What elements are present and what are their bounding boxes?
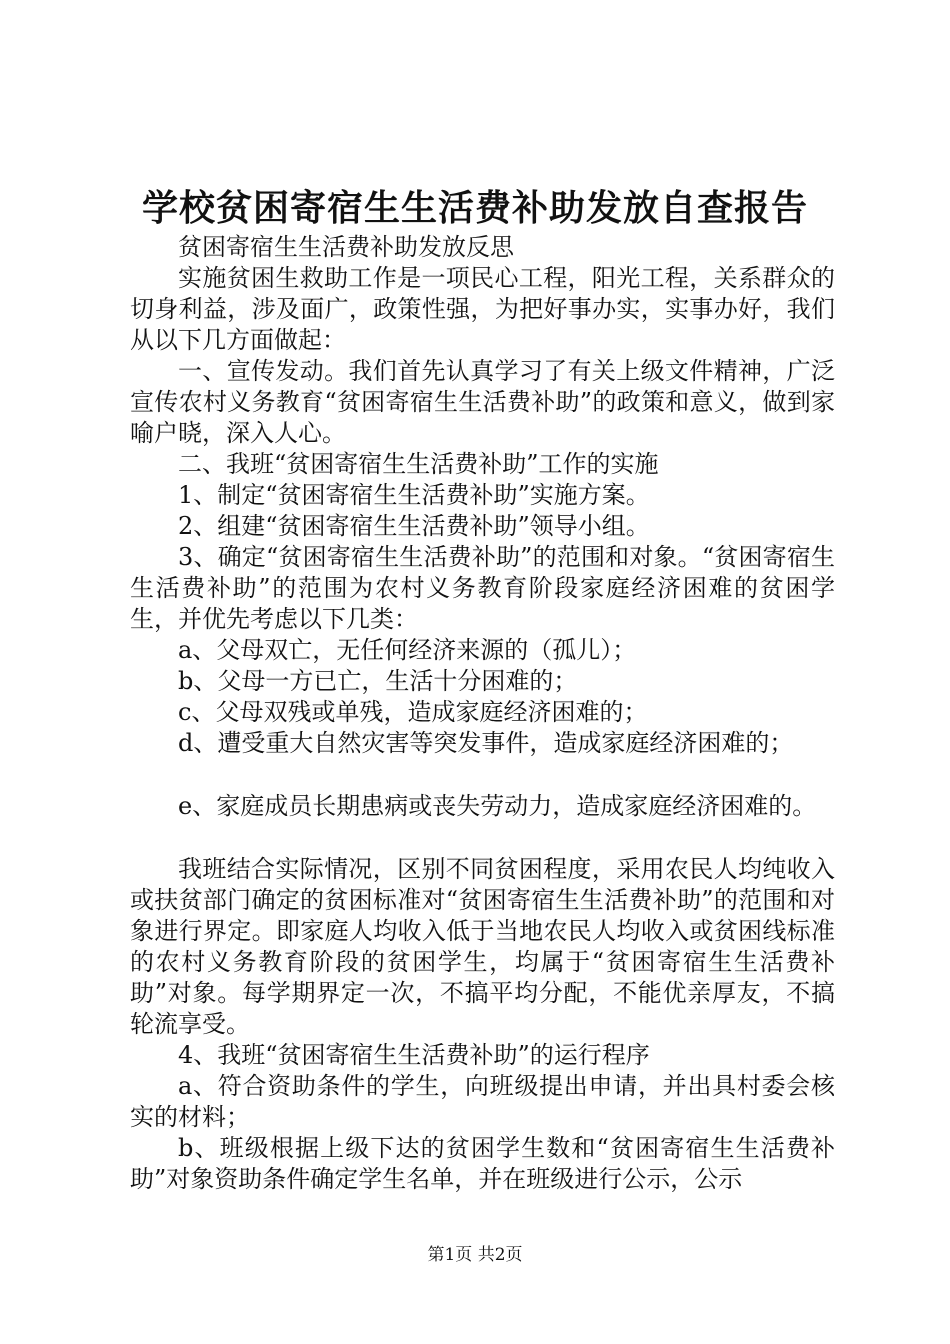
paragraph: a、符合资助条件的学生，向班级提出申请，并出具村委会核实的材料； [130, 1072, 835, 1131]
paragraph: b、班级根据上级下达的贫困学生数和“贫困寄宿生生活费补助”对象资助条件确定学生名单，并在班级进行公示，公示 [130, 1134, 835, 1193]
list-item: e、家庭成员长期患病或丧失劳动力，造成家庭经济困难的。 [178, 792, 817, 820]
paragraph: 3、确定“贫困寄宿生生活费补助”的范围和对象。“贫困寄宿生生活费补助”的范围为农村义务教育阶段家庭经济困难的贫困学生，并优先考虑以下几类： [130, 543, 835, 633]
list-item: b、父母一方已亡，生活十分困难的； [178, 667, 578, 695]
paragraph: 4、我班“贫困寄宿生生活费补助”的运行程序 [178, 1041, 650, 1069]
paragraph: 实施贫困生救助工作是一项民心工程，阳光工程，关系群众的切身利益，涉及面广，政策性强，为把好事办实，实事办好，我们从以下几方面做起： [130, 264, 835, 354]
list-item: d、遭受重大自然灾害等突发事件，造成家庭经济困难的； [178, 729, 794, 757]
page-title: 学校贫困寄宿生生活费补助发放自查报告 [141, 187, 808, 229]
list-item: a、父母双亡，无任何经济来源的（孤儿）； [178, 636, 637, 664]
paragraph: 二、我班“贫困寄宿生生活费补助”工作的实施 [178, 450, 659, 478]
document-body [130, 232, 835, 1195]
paragraph: 贫困寄宿生生活费补助发放反思 [178, 233, 514, 261]
paragraph: 1、制定“贫困寄宿生生活费补助”实施方案。 [178, 481, 650, 509]
page-footer: 第1页 共2页 [427, 1245, 523, 1265]
paragraph: 一、宣传发动。我们首先认真学习了有关上级文件精神，广泛宣传农村义务教育“贫困寄宿生生活费补助”的政策和意义，做到家喻户晓，深入人心。 [130, 357, 835, 447]
paragraph: 我班结合实际情况，区别不同贫困程度，采用农民人均纯收入或扶贫部门确定的贫困标准对“贫困寄宿生生活费补助”的范围和对象进行界定。即家庭人均收入低于当地农民人均收入或贫困线标准的农村义务教育阶段的贫困学生，均属于“贫困寄宿生生活费补助”对象。每学期界定一次，不搞平均分配，不能优亲厚友，不搞轮流享受。 [130, 855, 835, 1038]
list-item: c、父母双残或单残，造成家庭经济困难的； [178, 698, 648, 726]
paragraph: 2、组建“贫困寄宿生生活费补助”领导小组。 [178, 512, 650, 540]
